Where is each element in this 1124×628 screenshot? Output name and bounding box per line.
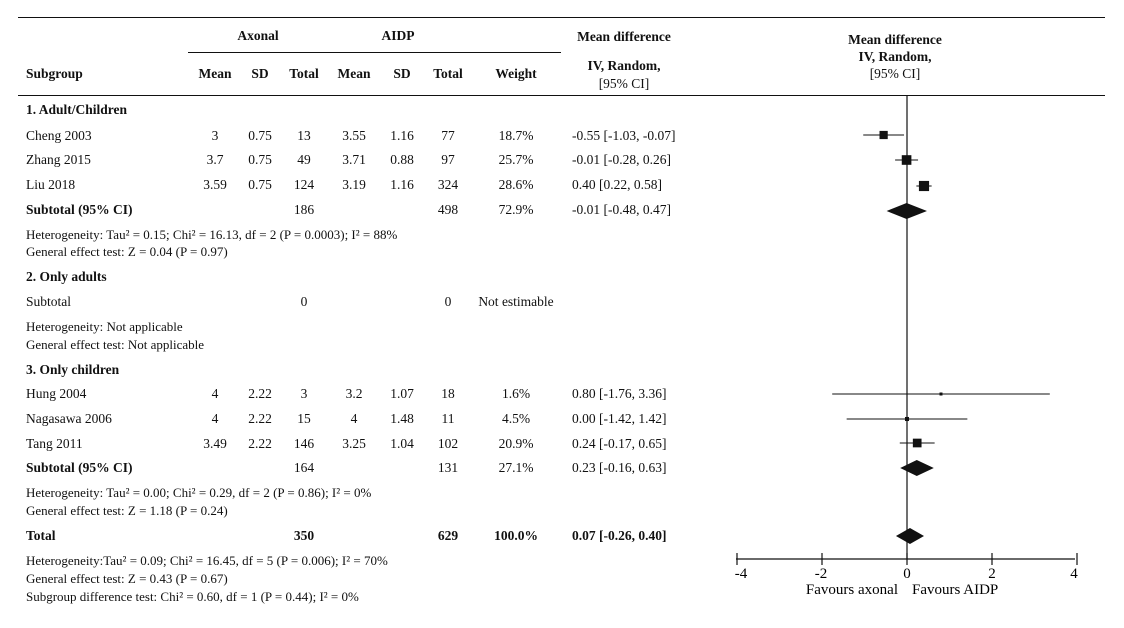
mean2-cell: 3.2 — [345, 386, 363, 401]
weight-cell: 28.6% — [498, 177, 534, 192]
group2-header: AIDP — [381, 28, 415, 43]
ci-cell: 0.00 [-1.42, 1.42] — [572, 411, 667, 426]
study-point — [880, 131, 888, 139]
total-ci: 0.07 [-0.26, 0.40] — [572, 528, 667, 543]
subtotal-label: Subtotal (95% CI) — [26, 202, 133, 217]
mean2-cell: 4 — [350, 411, 358, 426]
total-total1: 350 — [293, 528, 315, 543]
mean2-cell: 3.71 — [342, 152, 366, 167]
subtotal-ci: 0.23 [-0.16, 0.63] — [572, 460, 667, 475]
study-point — [919, 181, 929, 191]
mean1-cell: 3.7 — [206, 152, 224, 167]
mean1-cell: 4 — [211, 386, 219, 401]
subgroup-difference-test-text: Subgroup difference test: Chi² = 0.60, df = 1 (P = 0.44); I² = 0% — [26, 589, 359, 604]
sd1-header: SD — [251, 66, 269, 81]
ci-cell: -0.01 [-0.28, 0.26] — [572, 152, 671, 167]
tick-label-2: 2 — [988, 566, 996, 582]
effect-test-text: General effect test: Not applicable — [26, 337, 205, 352]
favours-right-label: Favours AIDP — [912, 582, 999, 598]
section3-title: 3. Only children — [26, 362, 120, 377]
mean-diff-left-header: Mean difference — [577, 29, 671, 44]
effect-test-text: General effect test: Z = 0.04 (P = 0.97) — [26, 244, 228, 259]
subtotal-weight: Not estimable — [478, 294, 554, 309]
mean-diff-right-header: Mean difference — [848, 32, 942, 47]
subtotal-weight: 27.1% — [498, 460, 534, 475]
study-name: Hung 2004 — [26, 386, 87, 401]
section1-title: 1. Adult/Children — [26, 102, 128, 117]
overall-heterogeneity-text: Heterogeneity:Tau² = 0.09; Chi² = 16.45, df = 5 (P = 0.006); I² = 70% — [26, 553, 388, 568]
method-right-line1: IV, Random, — [858, 49, 932, 64]
ci-cell: 0.80 [-1.76, 3.36] — [572, 386, 667, 401]
subtotal-total1: 0 — [300, 294, 308, 309]
total-weight: 100.0% — [494, 528, 538, 543]
subgroup-header: Subgroup — [26, 66, 83, 81]
tick-label-neg4: -4 — [734, 566, 748, 582]
heterogeneity-text: Heterogeneity: Not applicable — [26, 319, 183, 334]
weight-cell: 4.5% — [501, 411, 531, 426]
study-point — [940, 393, 943, 396]
total1-cell: 124 — [293, 177, 315, 192]
total1-cell: 3 — [300, 386, 308, 401]
sd2-cell: 1.48 — [390, 411, 414, 426]
study-point — [905, 417, 909, 421]
subtotal-label: Subtotal — [26, 294, 72, 309]
ci-cell: 0.40 [0.22, 0.58] — [572, 177, 662, 192]
method-left-line1: IV, Random, — [587, 58, 661, 73]
study-name: Cheng 2003 — [26, 128, 92, 143]
group1-header: Axonal — [237, 28, 279, 43]
total2-header: Total — [433, 66, 463, 81]
subtotal-total2: 131 — [437, 460, 459, 475]
study-name: Liu 2018 — [26, 177, 76, 192]
total2-cell: 11 — [441, 411, 455, 426]
mean1-cell: 4 — [211, 411, 219, 426]
subtotal-total2: 0 — [444, 294, 452, 309]
total2-cell: 324 — [437, 177, 459, 192]
study-point — [902, 155, 912, 165]
subtotal-total2: 498 — [437, 202, 459, 217]
sd2-cell: 1.07 — [390, 386, 414, 401]
sd2-header: SD — [393, 66, 411, 81]
overall-effect-test-text: General effect test: Z = 0.43 (P = 0.67) — [26, 571, 228, 586]
mean1-cell: 3.49 — [203, 436, 227, 451]
ci-cell: -0.55 [-1.03, -0.07] — [572, 128, 676, 143]
sd1-cell: 0.75 — [248, 128, 272, 143]
sd1-cell: 2.22 — [248, 386, 272, 401]
sd2-cell: 0.88 — [390, 152, 414, 167]
favours-left-label: Favours axonal — [805, 582, 898, 598]
weight-cell: 18.7% — [498, 128, 534, 143]
pooled-diamond — [900, 460, 934, 476]
sd1-cell: 0.75 — [248, 177, 272, 192]
total1-cell: 15 — [297, 411, 311, 426]
tick-label-neg2: -2 — [814, 566, 828, 582]
mean1-cell: 3 — [211, 128, 219, 143]
study-point — [913, 439, 922, 448]
mean2-cell: 3.19 — [342, 177, 366, 192]
pooled-diamond — [896, 528, 924, 544]
weight-header: Weight — [495, 66, 537, 81]
heterogeneity-text: Heterogeneity: Tau² = 0.15; Chi² = 16.13, df = 2 (P = 0.0003); I² = 88% — [26, 227, 398, 242]
tick-label-4: 4 — [1070, 566, 1078, 582]
study-name: Nagasawa 2006 — [26, 411, 112, 426]
total-total2: 629 — [437, 528, 459, 543]
total1-cell: 49 — [297, 152, 311, 167]
ci-cell: 0.24 [-0.17, 0.65] — [572, 436, 667, 451]
heterogeneity-text: Heterogeneity: Tau² = 0.00; Chi² = 0.29, df = 2 (P = 0.86); I² = 0% — [26, 485, 372, 500]
sd2-cell: 1.04 — [390, 436, 414, 451]
total-label: Total — [26, 528, 56, 543]
subtotal-weight: 72.9% — [498, 202, 534, 217]
tick-label-0: 0 — [903, 566, 911, 582]
sd2-cell: 1.16 — [390, 177, 414, 192]
total2-cell: 97 — [441, 152, 455, 167]
subtotal-total1: 164 — [293, 460, 315, 475]
total1-cell: 146 — [293, 436, 315, 451]
method-right-line2: [95% CI] — [869, 66, 921, 81]
weight-cell: 25.7% — [498, 152, 534, 167]
sd1-cell: 0.75 — [248, 152, 272, 167]
subtotal-total1: 186 — [293, 202, 315, 217]
total2-cell: 18 — [441, 386, 455, 401]
subtotal-ci: -0.01 [-0.48, 0.47] — [572, 202, 671, 217]
mean2-cell: 3.55 — [342, 128, 366, 143]
total2-cell: 77 — [441, 128, 455, 143]
total2-cell: 102 — [437, 436, 459, 451]
weight-cell: 20.9% — [498, 436, 534, 451]
effect-test-text: General effect test: Z = 1.18 (P = 0.24) — [26, 503, 228, 518]
subtotal-label: Subtotal (95% CI) — [26, 460, 133, 475]
method-left-line2: [95% CI] — [598, 76, 650, 91]
study-name: Zhang 2015 — [26, 152, 91, 167]
total1-cell: 13 — [297, 128, 311, 143]
mean1-cell: 3.59 — [203, 177, 227, 192]
pooled-diamond — [887, 203, 927, 219]
mean1-header: Mean — [198, 66, 232, 81]
sd1-cell: 2.22 — [248, 436, 272, 451]
study-name: Tang 2011 — [26, 436, 83, 451]
section2-title: 2. Only adults — [26, 269, 107, 284]
weight-cell: 1.6% — [501, 386, 531, 401]
mean2-header: Mean — [337, 66, 371, 81]
sd1-cell: 2.22 — [248, 411, 272, 426]
sd2-cell: 1.16 — [390, 128, 414, 143]
total1-header: Total — [289, 66, 319, 81]
mean2-cell: 3.25 — [342, 436, 366, 451]
